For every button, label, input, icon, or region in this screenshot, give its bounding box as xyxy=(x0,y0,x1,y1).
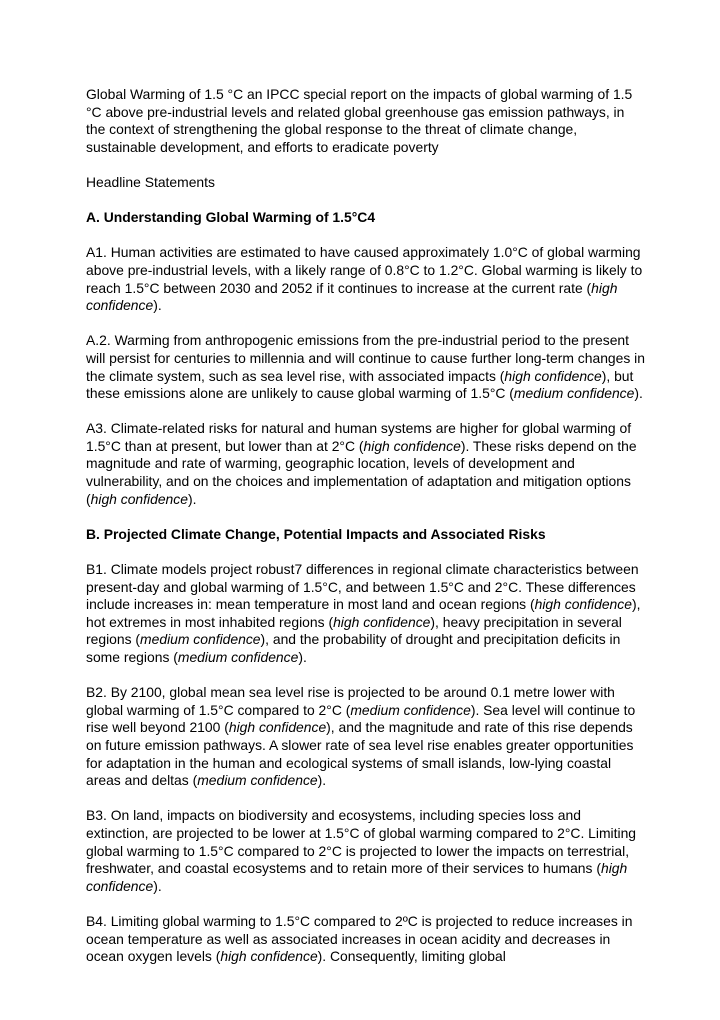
headline-statements-label xyxy=(86,174,646,192)
b3-confidence-1: high confidence xyxy=(86,860,628,894)
b2-text-4: ). xyxy=(317,772,327,789)
b4-text-2: ). Consequently, limiting global xyxy=(317,948,506,965)
a2-text-3: ). xyxy=(634,385,643,402)
document-page xyxy=(86,86,646,983)
a3-text-3: ). xyxy=(187,490,197,507)
headline-statements-text: Headline Statements xyxy=(86,173,215,190)
a3-confidence-2: high confidence xyxy=(90,490,188,507)
b1-text-2: ), hot extremes in most inhabited regions ( xyxy=(86,596,641,630)
a1-text-1: A1. Human activities are estimated to have caused approximately 1.0°C of global warming above pre-industrial levels, with a likely range of 0.8°C to 1.2°C. Global warming is likely to reach 1.5°C between 2030 and 2052 if it continues to increase at the current rate ( xyxy=(86,244,643,296)
paragraph-a1 xyxy=(86,244,646,314)
b1-confidence-4: medium confidence xyxy=(177,649,299,665)
a3-text-2: ). These risks depend on the magnitude and rate of warming, geographic location, levels of development and vulnerability, and on the choices and implementation of adaptation and mitigation options ( xyxy=(86,437,637,507)
b2-text-3: ), and the magnitude and rate of this rise depends on future emission pathways. A slower rate of sea level rise enables greater opportunities for adaptation in the human and ecological systems of small islands, low-lying coastal areas and deltas ( xyxy=(86,719,634,789)
b2-text-2: ). Sea level will continue to rise well beyond 2100 ( xyxy=(86,701,636,736)
b4-confidence-1: high confidence xyxy=(220,948,318,965)
a2-text-1: A.2. Warming from anthropogenic emissions from the pre-industrial period to the present will persist for centuries to millennia and will continue to cause further long-term changes in the climate system, such as sea level rise, with associated impacts ( xyxy=(86,332,645,384)
b1-text-1: B1. Climate models project robust7 differences in regional climate characteristics between present-day and global warming of 1.5°C, and between 1.5°C and 2°C. These differences include increases in: mean temperature in most land and ocean regions ( xyxy=(86,561,639,613)
a2-text-2: ), but these emissions alone are unlikely to cause global warming of 1.5°C ( xyxy=(86,367,634,402)
a2-confidence-2: medium confidence xyxy=(513,385,635,402)
a3-text-1: A3. Climate-related risks for natural and human systems are higher for global warming of 1.5°C than at present, but lower than at 2°C ( xyxy=(86,420,632,454)
report-title-text: Global Warming of 1.5 °C an IPCC special report on the impacts of global warming of 1.5 °C above pre-industrial levels and related global greenhouse gas emission pathways, in the context of strengthening the global response to the threat of climate change, sustainable development, and efforts to eradicate poverty xyxy=(86,86,633,155)
a1-confidence-1: high confidence xyxy=(86,279,618,314)
section-a-heading xyxy=(86,209,646,227)
paragraph-b4 xyxy=(86,913,646,966)
b1-text-3: ), heavy precipitation in several regions ( xyxy=(86,613,622,648)
b2-confidence-1: medium confidence xyxy=(350,701,471,718)
section-b-heading-text: B. Projected Climate Change, Potential Impacts and Associated Risks xyxy=(86,525,546,542)
a3-confidence-1: high confidence xyxy=(363,437,461,454)
b2-confidence-2: high confidence xyxy=(228,719,327,736)
b1-text-4: ), and the probability of drought and precipitation deficits in some regions ( xyxy=(86,631,621,665)
paragraph-a3 xyxy=(86,420,646,508)
a2-confidence-1: high confidence xyxy=(504,367,602,384)
b1-text-5: ). xyxy=(298,649,307,665)
a1-text-2: ). xyxy=(153,297,162,314)
b1-confidence-1: high confidence xyxy=(534,596,632,613)
report-title-paragraph xyxy=(86,86,646,156)
section-b-heading xyxy=(86,526,646,544)
b2-confidence-3: medium confidence xyxy=(197,772,318,789)
paragraph-b2 xyxy=(86,684,646,790)
b2-text-1: B2. By 2100, global mean sea level rise is projected to be around 0.1 metre lower with global warming of 1.5°C compared to 2°C ( xyxy=(86,684,615,718)
b1-confidence-2: high confidence xyxy=(333,613,431,630)
b1-confidence-3: medium confidence xyxy=(140,631,261,648)
b3-text-1: B3. On land, impacts on biodiversity and ecosystems, including species loss and extinction, are projected to be lower at 1.5°C of global warming compared to 2°C. Limiting global warming to 1.5°C compared to 2°C is projected to lower the impacts on terrestrial, freshwater, and coastal ecosystems and to retain more of their services to humans ( xyxy=(86,807,637,877)
section-a-heading-text: A. Understanding Global Warming of 1.5°C4 xyxy=(86,209,376,226)
b3-text-2: ). xyxy=(153,877,162,894)
paragraph-b1 xyxy=(86,561,646,667)
b4-text-1: B4. Limiting global warming to 1.5°C compared to 2ºC is projected to reduce increases in ocean temperature as well as associated increases in ocean acidity and decreases in ocean oxygen levels ( xyxy=(86,912,633,965)
paragraph-b3 xyxy=(86,807,646,895)
paragraph-a2 xyxy=(86,332,646,402)
